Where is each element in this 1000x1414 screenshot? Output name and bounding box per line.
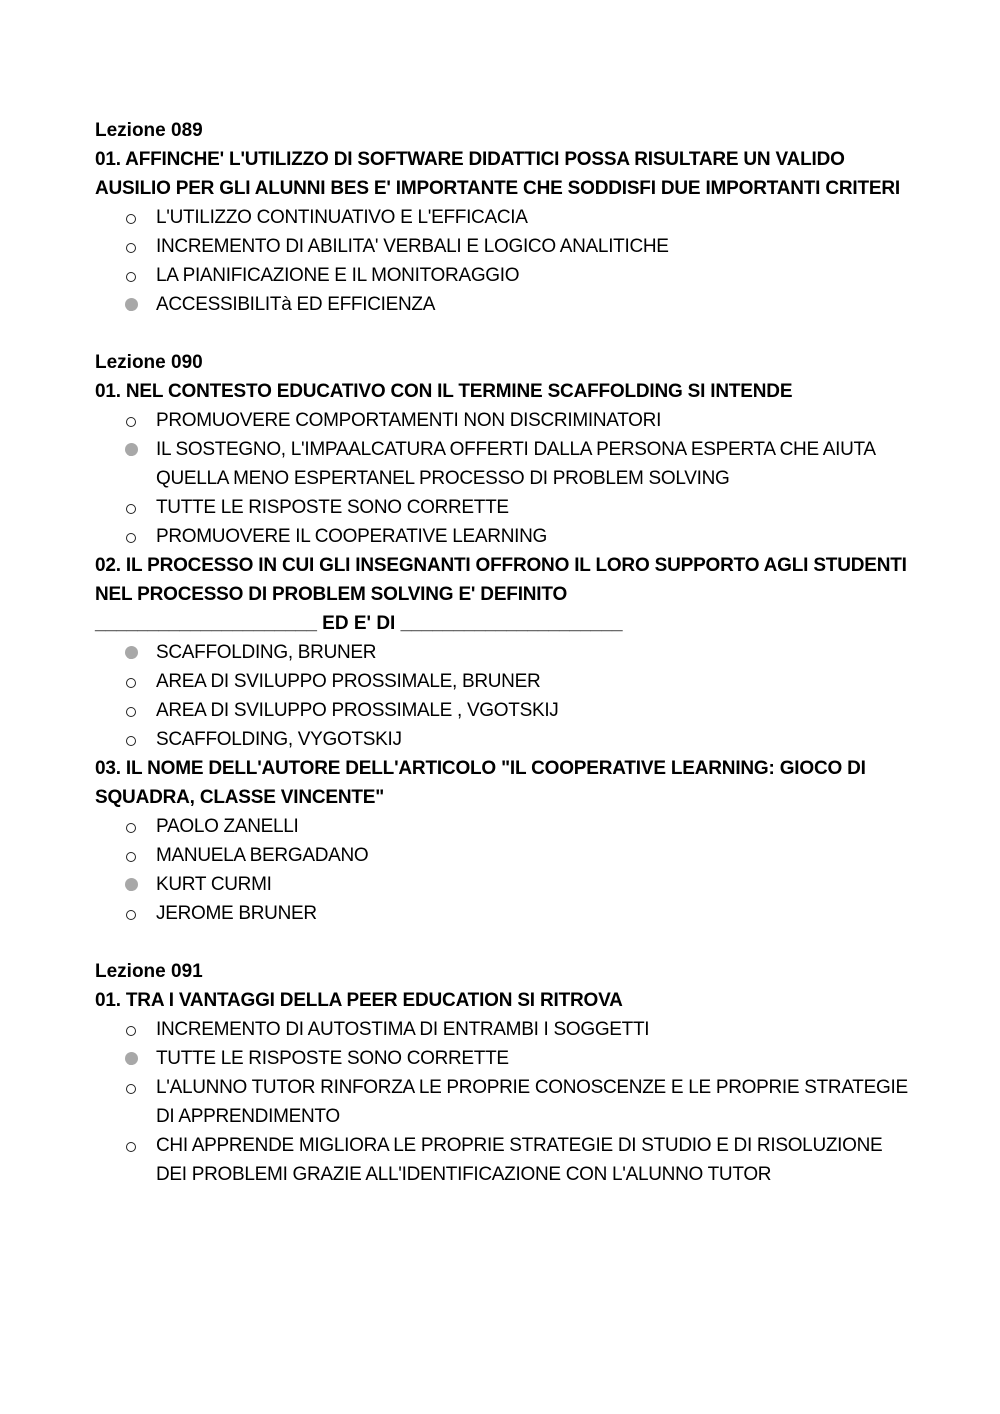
radio-icon — [125, 696, 139, 725]
radio-icon — [125, 290, 139, 319]
radio-icon — [125, 1015, 139, 1044]
radio-icon — [125, 725, 139, 754]
answer-label: LA PIANIFICAZIONE E IL MONITORAGGIO — [156, 265, 520, 286]
answer-label: INCREMENTO DI ABILITA' VERBALI E LOGICO ANALITICHE — [156, 236, 669, 257]
answer-list — [95, 1015, 915, 1189]
answer-label: PROMUOVERE COMPORTAMENTI NON DISCRIMINATORI — [156, 410, 662, 431]
answer-option[interactable] — [95, 667, 915, 696]
document-page — [95, 116, 915, 1218]
answer-option[interactable] — [95, 1131, 915, 1189]
selected-dot-icon — [125, 878, 138, 891]
answer-option[interactable] — [95, 493, 915, 522]
question-text: 01. NEL CONTESTO EDUCATIVO CON IL TERMINE SCAFFOLDING SI INTENDE — [95, 381, 793, 402]
question-090-02 — [95, 551, 915, 754]
radio-icon — [125, 841, 139, 870]
answer-label: L'ALUNNO TUTOR RINFORZA LE PROPRIE CONOSCENZE E LE PROPRIE STRATEGIE DI APPRENDIMENTO — [156, 1077, 908, 1127]
answer-list — [95, 203, 915, 319]
answer-option[interactable] — [95, 203, 915, 232]
question-text: 01. AFFINCHE' L'UTILIZZO DI SOFTWARE DIDATTICI POSSA RISULTARE UN VALIDO AUSILIO PER GLI ALUNNI BES E' IMPORTANTE CHE SODDISFI DUE IMPORTANTI CRITERI — [95, 149, 900, 199]
selected-dot-icon — [125, 1052, 138, 1065]
radio-icon — [125, 638, 139, 667]
answer-label: L'UTILIZZO CONTINUATIVO E L'EFFICACIA — [156, 207, 528, 228]
answer-option[interactable] — [95, 232, 915, 261]
answer-option[interactable] — [95, 696, 915, 725]
question-text: 01. TRA I VANTAGGI DELLA PEER EDUCATION SI RITROVA — [95, 990, 623, 1011]
answer-label: PROMUOVERE IL COOPERATIVE LEARNING — [156, 526, 547, 547]
radio-icon — [125, 493, 139, 522]
fill-in-blank-line: _____________________ ED E' DI _____________________ — [95, 613, 623, 634]
radio-icon — [125, 232, 139, 261]
answer-option[interactable] — [95, 1073, 915, 1131]
answer-option[interactable] — [95, 290, 915, 319]
answer-label: AREA DI SVILUPPO PROSSIMALE, BRUNER — [156, 671, 541, 692]
radio-icon — [125, 406, 139, 435]
lesson-090 — [95, 348, 915, 928]
answer-label: AREA DI SVILUPPO PROSSIMALE , VGOTSKIJ — [156, 700, 559, 721]
radio-icon — [125, 667, 139, 696]
radio-icon — [125, 812, 139, 841]
question-090-01 — [95, 377, 915, 551]
answer-option[interactable] — [95, 638, 915, 667]
answer-option[interactable] — [95, 1015, 915, 1044]
answer-label: CHI APPRENDE MIGLIORA LE PROPRIE STRATEGIE DI STUDIO E DI RISOLUZIONE DEI PROBLEMI GRAZIE ALL'IDENTIFICAZIONE CON L'ALUNNO TUTOR — [156, 1135, 883, 1185]
radio-icon — [125, 261, 139, 290]
question-091-01 — [95, 986, 915, 1189]
selected-dot-icon — [125, 646, 138, 659]
answer-option[interactable] — [95, 812, 915, 841]
radio-icon — [125, 899, 139, 928]
question-090-03 — [95, 754, 915, 928]
answer-option[interactable] — [95, 1044, 915, 1073]
answer-option[interactable] — [95, 261, 915, 290]
answer-label: KURT CURMI — [156, 874, 272, 895]
lesson-title: Lezione 090 — [95, 352, 203, 373]
answer-label: TUTTE LE RISPOSTE SONO CORRETTE — [156, 497, 509, 518]
answer-option[interactable] — [95, 841, 915, 870]
radio-icon — [125, 522, 139, 551]
lesson-title: Lezione 091 — [95, 961, 203, 982]
selected-dot-icon — [125, 298, 138, 311]
answer-option[interactable] — [95, 406, 915, 435]
answer-list — [95, 812, 915, 928]
answer-option[interactable] — [95, 725, 915, 754]
radio-icon — [125, 435, 139, 464]
answer-label: JEROME BRUNER — [156, 903, 317, 924]
answer-list — [95, 638, 915, 754]
question-text: 03. IL NOME DELL'AUTORE DELL'ARTICOLO "IL COOPERATIVE LEARNING: GIOCO DI SQUADRA, CLASSE VINCENTE" — [95, 758, 866, 808]
answer-option[interactable] — [95, 522, 915, 551]
answer-label: IL SOSTEGNO, L'IMPAALCATURA OFFERTI DALLA PERSONA ESPERTA CHE AIUTA QUELLA MENO ESPERTANEL PROCESSO DI PROBLEM SOLVING — [156, 439, 875, 489]
answer-label: INCREMENTO DI AUTOSTIMA DI ENTRAMBI I SOGGETTI — [156, 1019, 650, 1040]
lesson-091 — [95, 957, 915, 1189]
answer-label: TUTTE LE RISPOSTE SONO CORRETTE — [156, 1048, 509, 1069]
answer-label: ACCESSIBILITà ED EFFICIENZA — [156, 294, 436, 315]
question-089-01 — [95, 145, 915, 319]
lesson-089 — [95, 116, 915, 319]
radio-icon — [125, 1044, 139, 1073]
answer-list — [95, 406, 915, 551]
answer-label: SCAFFOLDING, BRUNER — [156, 642, 377, 663]
radio-icon — [125, 870, 139, 899]
radio-icon — [125, 203, 139, 232]
question-text: 02. IL PROCESSO IN CUI GLI INSEGNANTI OFFRONO IL LORO SUPPORTO AGLI STUDENTI NEL PROCESSO DI PROBLEM SOLVING E' DEFINITO — [95, 555, 907, 605]
answer-option[interactable] — [95, 870, 915, 899]
radio-icon — [125, 1073, 139, 1102]
selected-dot-icon — [125, 443, 138, 456]
answer-label: PAOLO ZANELLI — [156, 816, 299, 837]
answer-label: SCAFFOLDING, VYGOTSKIJ — [156, 729, 402, 750]
answer-option[interactable] — [95, 435, 915, 493]
answer-option[interactable] — [95, 899, 915, 928]
lesson-title: Lezione 089 — [95, 120, 203, 141]
radio-icon — [125, 1131, 139, 1160]
answer-label: MANUELA BERGADANO — [156, 845, 369, 866]
